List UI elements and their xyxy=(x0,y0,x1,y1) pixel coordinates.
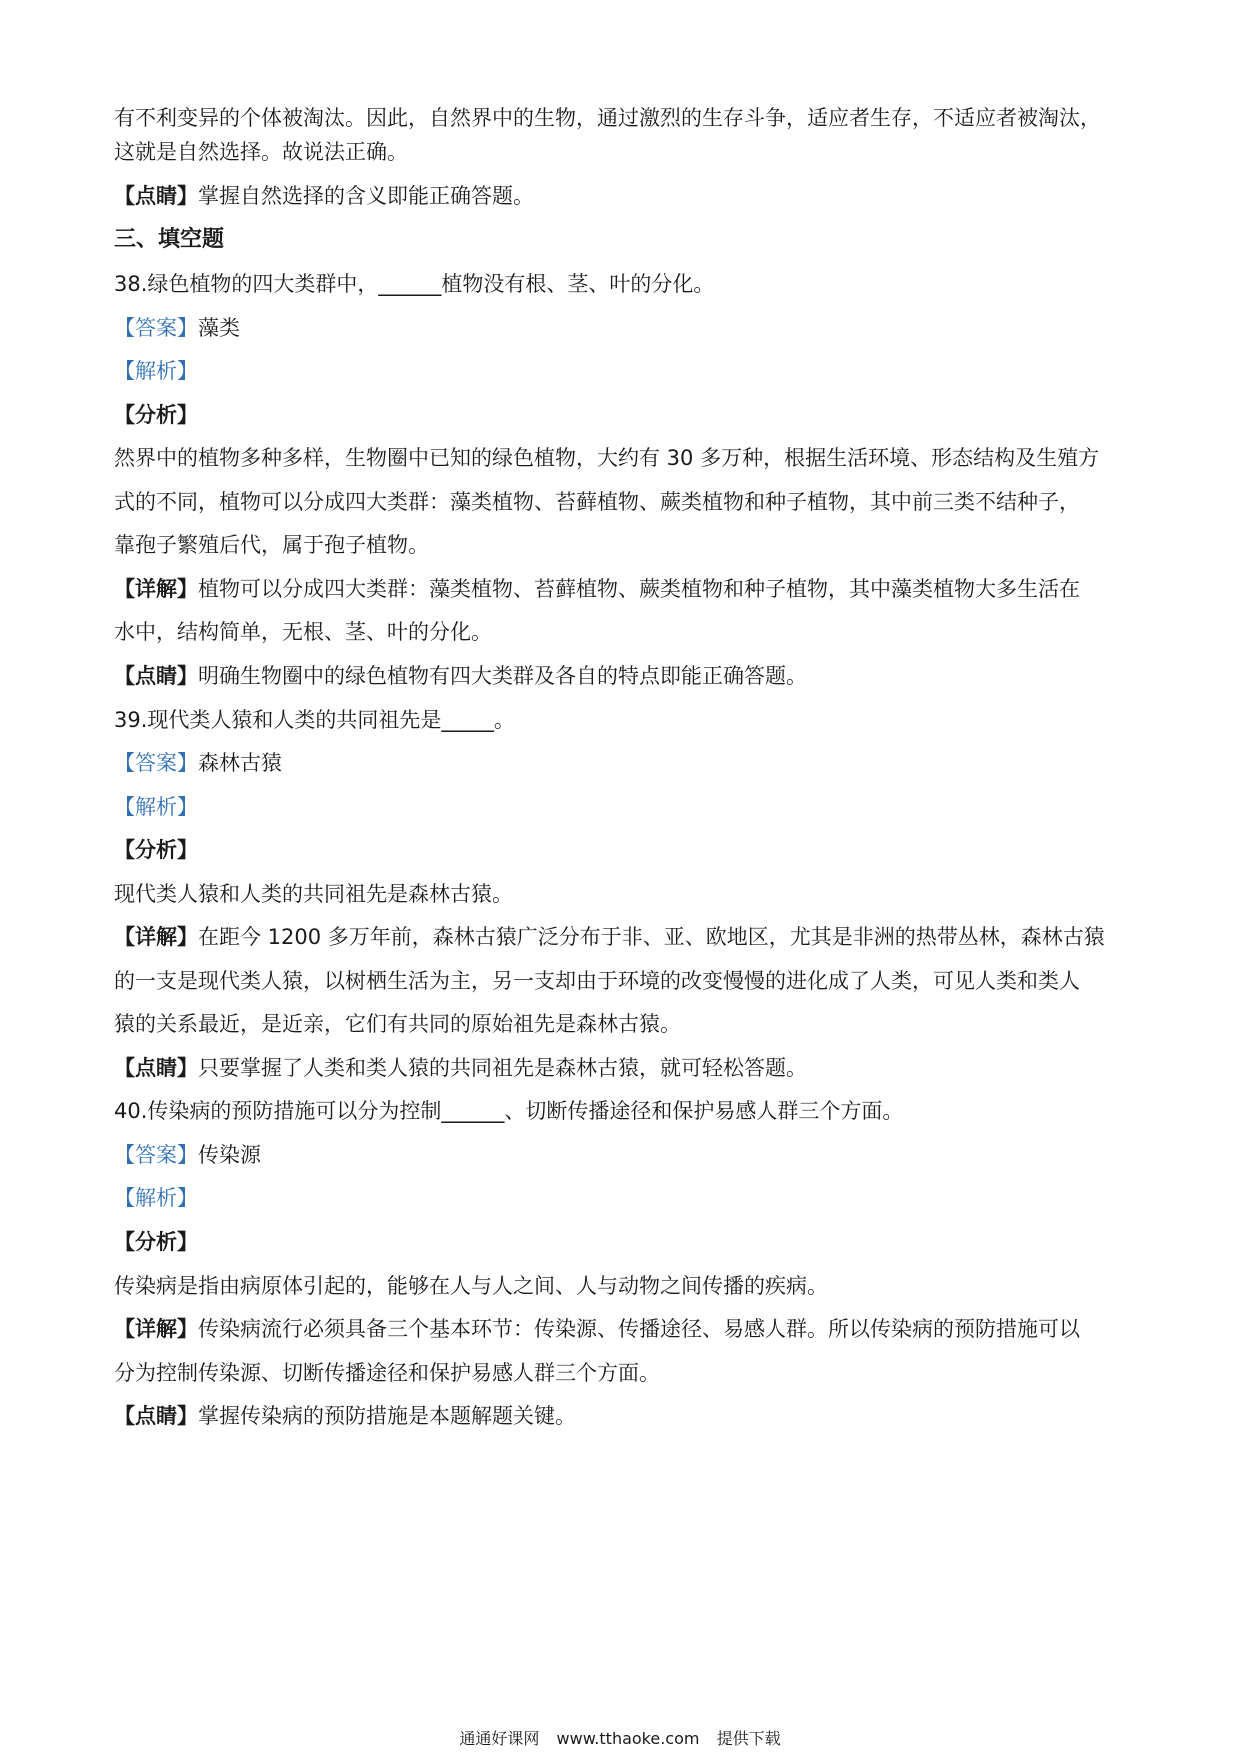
answer-text: 传染源 xyxy=(198,1143,261,1167)
question-38: 38.绿色植物的四大类群中，______植物没有根、茎、叶的分化。 xyxy=(114,272,715,296)
dianjing-tag: 【点睛】 xyxy=(114,184,198,208)
dianjing-text: 明确生物圈中的绿色植物有四大类群及各自的特点即能正确答题。 xyxy=(198,664,807,688)
xiangjie-tag: 【详解】 xyxy=(114,925,198,949)
text-line: 然界中的植物多种多样，生物圈中已知的绿色植物，大约有 30 多万种，根据生活环境、形态结构及生殖方 xyxy=(114,446,1100,470)
footer-site-name: 通通好课网 xyxy=(459,1729,540,1748)
text-line: 式的不同，植物可以分成四大类群：藻类植物、苔藓植物、蕨类植物和种子植物，其中前三类不结种子， xyxy=(114,490,1080,514)
answer-tag: 【答案】 xyxy=(114,751,198,775)
fenxi-tag: 【分析】 xyxy=(114,1230,198,1254)
dianjing-line xyxy=(114,1053,1134,1083)
footer-note: 提供下载 xyxy=(716,1729,781,1748)
question-40: 40.传染病的预防措施可以分为控制______、切断传播途径和保护易感人群三个方面。 xyxy=(114,1099,904,1123)
dianjing-text: 只要掌握了人类和类人猿的共同祖先是森林古猿，就可轻松答题。 xyxy=(198,1056,807,1080)
text-line: 的一支是现代类人猿，以树栖生活为主，另一支却由于环境的改变慢慢的进化成了人类，可见人类和类人 xyxy=(114,969,1080,993)
dianjing-tag: 【点睛】 xyxy=(114,1404,198,1428)
fenxi-tag: 【分析】 xyxy=(114,403,198,427)
text-line: 猿的关系最近，是近亲，它们有共同的原始祖先是森林古猿。 xyxy=(114,1012,681,1036)
section-heading: 三、填空题 xyxy=(114,227,225,252)
text-line: 传染病是指由病原体引起的，能够在人与人之间、人与动物之间传播的疾病。 xyxy=(114,1274,828,1298)
jiexi-tag: 【解析】 xyxy=(114,1186,198,1210)
question-39: 39.现代类人猿和人类的共同祖先是_____。 xyxy=(114,708,515,732)
xiangjie-line xyxy=(114,922,1134,952)
answer-line xyxy=(114,748,1134,778)
text-line: 现代类人猿和人类的共同祖先是森林古猿。 xyxy=(114,882,513,906)
answer-tag: 【答案】 xyxy=(114,316,198,340)
xiangjie-text: 在距今 1200 多万年前，森林古猿广泛分布于非、亚、欧地区，尤其是非洲的热带丛林，森林古猿 xyxy=(198,925,1105,949)
jiexi-tag: 【解析】 xyxy=(114,359,198,383)
dianjing-text: 掌握自然选择的含义即能正确答题。 xyxy=(198,184,534,208)
text-line: 水中，结构简单，无根、茎、叶的分化。 xyxy=(114,620,492,644)
dianjing-tag: 【点睛】 xyxy=(114,664,198,688)
answer-text: 藻类 xyxy=(198,316,240,340)
fenxi-tag: 【分析】 xyxy=(114,838,198,862)
text-line: 有不利变异的个体被淘汰。因此，自然界中的生物，通过激烈的生存斗争，适应者生存，不适应者被淘汰， xyxy=(114,106,1101,130)
answer-tag: 【答案】 xyxy=(114,1143,198,1167)
answer-line xyxy=(114,313,1134,343)
answer-text: 森林古猿 xyxy=(198,751,282,775)
xiangjie-line xyxy=(114,1314,1134,1344)
dianjing-tag: 【点睛】 xyxy=(114,1056,198,1080)
xiangjie-text: 植物可以分成四大类群：藻类植物、苔藓植物、蕨类植物和种子植物，其中藻类植物大多生活在 xyxy=(198,577,1080,601)
xiangjie-tag: 【详解】 xyxy=(114,1317,198,1341)
jiexi-tag: 【解析】 xyxy=(114,795,198,819)
answer-line xyxy=(114,1140,1134,1170)
dianjing-line xyxy=(114,1401,1134,1431)
text-line: 靠孢子繁殖后代，属于孢子植物。 xyxy=(114,533,429,557)
xiangjie-text: 传染病流行必须具备三个基本环节：传染源、传播途径、易感人群。所以传染病的预防措施可以 xyxy=(198,1317,1080,1341)
dianjing-line xyxy=(114,181,1134,211)
text-line: 分为控制传染源、切断传播途径和保护易感人群三个方面。 xyxy=(114,1361,660,1385)
dianjing-line xyxy=(114,661,1134,691)
xiangjie-tag: 【详解】 xyxy=(114,577,198,601)
page-footer xyxy=(0,1726,1240,1749)
footer-url[interactable]: www.tthaoke.com xyxy=(556,1729,700,1748)
dianjing-text: 掌握传染病的预防措施是本题解题关键。 xyxy=(198,1404,576,1428)
xiangjie-line xyxy=(114,574,1134,604)
text-line: 这就是自然选择。故说法正确。 xyxy=(114,140,408,164)
